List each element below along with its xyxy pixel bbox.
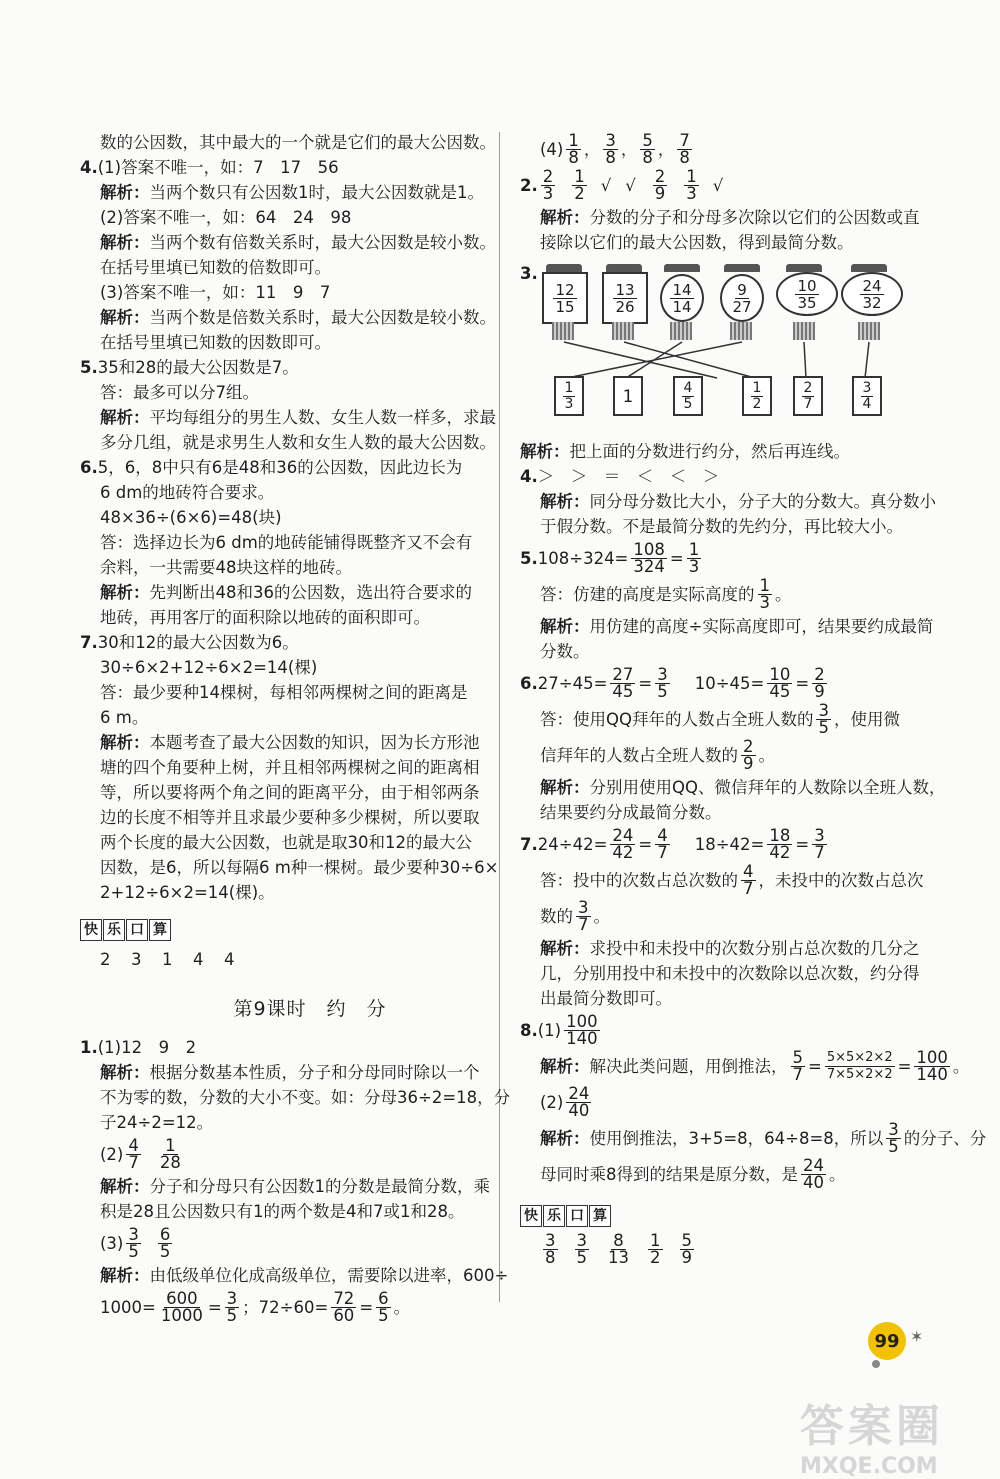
kuaile-char: 口: [566, 1205, 588, 1227]
answer: (3)答案不唯一，如：11 9 7: [100, 283, 331, 302]
fraction: $\frac{5}{7}$: [792, 1048, 803, 1084]
calc-line: 30÷6×2+12÷6×2=14(棵): [100, 658, 318, 677]
fraction: $\frac{3}{7}$: [578, 898, 589, 934]
q7-line: 7.30和12的最大公因数为6。: [80, 633, 299, 652]
fraction: $\frac{2}{3}$: [542, 167, 554, 203]
fraction: $\frac{1}{2}$: [650, 1231, 661, 1267]
r-q7-calc: 7. 24÷42= $\frac{24}{42}$ = $\frac{4}{7}$ 18÷42= $\frac{18}{42}$ = $\frac{3}{7}$: [520, 826, 825, 862]
fraction: $\frac{4}{7}$: [128, 1136, 139, 1172]
analysis-cont: 塘的四个角要种上树，并且相邻两棵树之间的距离相: [100, 758, 480, 777]
r-q8-2-answer: (2) $\frac{24}{40}$: [540, 1084, 590, 1120]
analysis: 解析：分别用使用QQ、微信拜年的人数除以全班人数，: [540, 778, 946, 797]
analysis-cont: 两个长度的最大公因数，也就是取30和12的最大公: [100, 833, 472, 852]
fraction: $\frac{4}{7}$: [657, 826, 668, 862]
analysis-cont: 多分几组，就是求男生人数和女生人数的最大公因数。: [100, 433, 496, 452]
fraction: $\frac{2}{9}$: [743, 737, 754, 773]
calc-line: 48×36÷(6×6)=48(块): [100, 508, 282, 527]
fraction: $\frac{7}{8}$: [679, 131, 690, 167]
fraction: $\frac{6}{5}$: [159, 1225, 171, 1261]
star-icon: ✶: [910, 1327, 924, 1346]
fraction: $\frac{1}{3}$: [686, 167, 697, 203]
analysis-cont: 分数。: [540, 642, 590, 661]
fraction: $\frac{3}{5}$: [818, 701, 829, 737]
fraction: $\frac{5}{9}$: [681, 1231, 692, 1267]
analysis-cont: 子24÷2=12。: [100, 1113, 214, 1132]
watermark: [800, 1390, 944, 1479]
fraction: $\frac{12}{15}$: [555, 280, 575, 316]
analysis-cont: 结果要约分成最简分数。: [540, 803, 722, 822]
answer-cont: 6 m。: [100, 708, 149, 727]
answer-cont: 数的 $\frac{3}{7}$ 。: [540, 898, 610, 934]
analysis-cont: 边的长度不相等并且求最少要种多少棵树，所以要取: [100, 808, 480, 827]
analysis: 解析：分子和分母只有公因数1的分数是最简分数，乘: [100, 1177, 490, 1196]
fraction: $\frac{2}{7}$: [803, 379, 813, 412]
analysis: 解析：先判断出48和36的公因数，选出符合要求的: [100, 583, 472, 602]
analysis: 解析： 使用倒推法，3+5=8，64÷8=8，所以 $\frac{3}{5}$ 的分子、分: [540, 1120, 987, 1156]
fraction: $\frac{4}{5}$: [683, 379, 693, 412]
fraction: $\frac{100}{140}$: [566, 1012, 598, 1048]
analysis-calc: 1000= $\frac{600}{1000}$ = $\frac{3}{5}$ ；72÷60= $\frac{72}{60}$ = $\frac{6}{5}$ 。: [100, 1289, 411, 1325]
r-q3-label: 3.: [520, 264, 538, 283]
left-column: [80, 130, 511, 1327]
answer: 答：选择边长为6 dm的地砖能铺得既整齐又不会有: [100, 533, 473, 552]
text-line: 数的公因数，其中最大的一个就是它们的最大公因数。: [100, 133, 496, 152]
analysis: 解析：当两个数是倍数关系时，最大公因数是较小数。: [100, 308, 496, 327]
s1-2-answer: (2) $\frac{4}{7}$ $\frac{1}{28}$: [100, 1136, 181, 1172]
answer-card: [852, 376, 882, 416]
answer: 答：最多可以分7组。: [100, 383, 259, 402]
analysis: 解析：当两个数只有公因数1时，最大公因数就是1。: [100, 183, 484, 202]
fraction: $\frac{1}{3}$: [688, 540, 700, 576]
analysis: 解析：同分母分数比大小，分子大的分数大。真分数小: [540, 492, 936, 511]
check-mark: √: [625, 175, 636, 195]
r-q4-answer: 4.＞ ＞ ＝ ＜ ＜ ＞: [520, 467, 720, 486]
kuaile-char: 快: [520, 1205, 542, 1227]
fraction: $\frac{10}{35}$: [797, 276, 817, 312]
analysis: 解析：用仿建的高度÷实际高度即可，结果要约成最简: [540, 617, 934, 636]
check-mark: √: [600, 175, 612, 195]
fraction: $\frac{1}{2}$: [574, 167, 585, 203]
analysis-cont: 地砖，再用客厅的面积除以地砖的面积即可。: [100, 608, 430, 627]
fraction: $\frac{72}{60}$: [333, 1289, 355, 1325]
analysis-cont: 在括号里填已知数的倍数即可。: [100, 258, 331, 277]
lantern: [718, 264, 766, 342]
answer: 答：投中的次数占总次数的 $\frac{4}{7}$ ，未投中的次数占总次: [540, 862, 924, 898]
analysis-cont: 于假分数。不是最简分数的先约分，再比较大小。: [540, 517, 903, 536]
analysis-cont: 积是28且公因数只有1的两个数是4和7或1和28。: [100, 1202, 465, 1221]
connector-line: [567, 342, 742, 378]
analysis: 解析：根据分数基本性质，分子和分母同时除以一个: [100, 1063, 480, 1082]
fraction: $\frac{5}{8}$: [642, 131, 653, 167]
fraction: $\frac{9}{27}$: [732, 280, 752, 316]
check-mark: √: [712, 175, 724, 195]
fraction: $\frac{3}{4}$: [862, 379, 872, 412]
analysis: 解析：求投中和未投中的次数分别占总次数的几分之: [540, 939, 920, 958]
answer: (2)答案不唯一，如：64 24 98: [100, 208, 352, 227]
answer-card: [554, 376, 584, 416]
analysis: 解析：由低级单位化成高级单位，需要除以进率，600÷: [100, 1266, 509, 1285]
answer-cont: 信拜年的人数占全班人数的 $\frac{2}{9}$ 。: [540, 737, 775, 773]
fraction: $\frac{24}{40}$: [803, 1156, 824, 1192]
fraction: $\frac{108}{324}$: [633, 540, 665, 576]
fraction: $\frac{1}{2}$: [752, 379, 762, 412]
answer: 答：使用QQ拜年的人数占全班人数的 $\frac{3}{5}$ ，使用微: [540, 701, 900, 737]
r-q5-calc: 5. 108÷324= $\frac{108}{324}$ = $\frac{1}{3}$: [520, 540, 700, 576]
s1-line: 1.(1)12 9 2: [80, 1038, 197, 1057]
analysis: 解析：分数的分子和分母多次除以它们的公因数或直: [540, 208, 920, 227]
dot-decoration: [872, 1360, 880, 1368]
fraction: $\frac{18}{42}$: [769, 826, 791, 862]
q6-line: 6.5，6，8中只有6是48和36的公因数，因此边长为: [80, 458, 463, 477]
right-column: [520, 130, 987, 1269]
fraction: $\frac{24}{42}$: [612, 826, 634, 862]
fraction: $\frac{3}{5}$: [576, 1231, 587, 1267]
kuaile-char: 快: [80, 919, 102, 941]
connector-line: [865, 342, 869, 378]
answer-card: 1: [613, 376, 643, 416]
analysis-cont: 在括号里填已知数的因数即可。: [100, 333, 331, 352]
watermark-logo: 答案圈: [800, 1401, 944, 1452]
answer-card: [673, 376, 703, 416]
fraction: $\frac{4}{7}$: [743, 862, 754, 898]
lantern: [600, 264, 648, 342]
fraction: $\frac{1}{8}$: [568, 131, 579, 167]
fraction: $\frac{600}{1000}$: [160, 1289, 203, 1325]
analysis-cont: 出最简分数即可。: [540, 989, 672, 1008]
fraction: $\frac{3}{5}$: [128, 1225, 139, 1261]
fraction: $\frac{3}{5}$: [888, 1120, 899, 1156]
connector-line: [804, 342, 806, 378]
kuaile-kousuan-label: [520, 1205, 920, 1227]
text-line: 6 dm的地砖符合要求。: [100, 483, 275, 502]
fraction: $\frac{27}{45}$: [612, 665, 634, 701]
fraction: $\frac{3}{5}$: [226, 1289, 238, 1325]
fraction: $\frac{5\times 5\times 2\times 2}{7\times 5\times 2\times 2}$: [826, 1050, 893, 1082]
fraction: $\frac{100}{140}$: [916, 1048, 948, 1084]
analysis-cont: 接除以它们的最大公因数，得到最简分数。: [540, 233, 854, 252]
kuaile-char: 乐: [103, 919, 125, 941]
fraction: $\frac{2}{9}$: [654, 167, 666, 203]
analysis-cont: 不为零的数，分数的大小不变。如：分母36÷2=18，分: [100, 1088, 511, 1107]
analysis-cont: 2+12÷6×2=14(棵)。: [100, 883, 275, 902]
q4-line: 4.(1)答案不唯一，如：7 17 56: [80, 158, 339, 177]
fraction: $\frac{3}{8}$: [545, 1231, 556, 1267]
fraction: $\frac{8}{13}$: [608, 1231, 629, 1267]
fraction: $\frac{1}{3}$: [564, 379, 574, 412]
page-number: 99: [868, 1322, 906, 1360]
fraction: $\frac{14}{14}$: [672, 280, 692, 316]
fraction: $\frac{24}{32}$: [862, 276, 882, 312]
answer-cont: 余料，一共需要48块这样的地砖。: [100, 558, 352, 577]
answer: 答：仿建的高度是实际高度的 $\frac{1}{3}$ 。: [540, 576, 792, 612]
analysis-cont: 等，所以要将两个角之间的距离平分，由于相邻两条: [100, 783, 480, 802]
fraction: $\frac{3}{5}$: [657, 665, 668, 701]
fraction: $\frac{2}{9}$: [814, 665, 825, 701]
fraction: $\frac{1}{3}$: [759, 576, 770, 612]
analysis: 解析： 解决此类问题，用倒推法， $\frac{5}{7}$ = $\frac{5\times 5\times 2\times 2}{7\times 5\times 2\times 2}$ = $\frac{100}{140}$ 。: [540, 1048, 970, 1084]
section-title: 第9课时 约 分: [233, 998, 387, 1020]
watermark-url: MXQE.COM: [800, 1454, 938, 1479]
r-q8-1-answer: 8. (1) $\frac{100}{140}$: [520, 1012, 598, 1048]
fraction: $\frac{3}{8}$: [605, 131, 616, 167]
analysis: 解析：当两个数有倍数关系时，最大公因数是较小数。: [100, 233, 496, 252]
fraction: $\frac{6}{5}$: [378, 1289, 389, 1325]
analysis: 解析：把上面的分数进行约分，然后再连线。: [520, 442, 850, 461]
lantern-matching-diagram: [540, 264, 920, 439]
answer: 答：最少要种14棵树，每相邻两棵树之间的距离是: [100, 683, 468, 702]
column-divider: [499, 132, 500, 1302]
r-q1-4-answer: (4) $\frac{1}{8}$ ， $\frac{3}{8}$ ， $\frac{5}{8}$ ， $\frac{7}{8}$: [540, 131, 690, 167]
analysis-cont: 因数，是6，所以每隔6 m种一棵树。最少要种30÷6×: [100, 858, 499, 877]
lantern: [658, 264, 706, 342]
lantern: [540, 264, 588, 342]
s1-3-answer: (3) $\frac{3}{5}$ $\frac{6}{5}$: [100, 1225, 171, 1261]
analysis: 解析：平均每组分的男生人数、女生人数一样多，求最: [100, 408, 496, 427]
fraction: $\frac{13}{26}$: [615, 280, 635, 316]
analysis-cont: 母同时乘8得到的结果是原分数，是 $\frac{24}{40}$ 。: [540, 1156, 846, 1192]
answer-card: [742, 376, 772, 416]
analysis: 解析：本题考查了最大公因数的知识，因为长方形池: [100, 733, 480, 752]
lantern: [839, 264, 899, 342]
kuaile-kousuan-label: [80, 919, 480, 941]
answer-card: [793, 376, 823, 416]
kuaile-char: 口: [126, 919, 148, 941]
kuaile-answers: [520, 1233, 920, 1266]
analysis-cont: 几，分别用投中和未投中的次数除以总次数，约分得: [540, 964, 920, 983]
kuaile-answers: 2 3 1 4 4: [100, 950, 237, 969]
r-q2-answer: 2. $\frac{2}{3}$ $\frac{1}{2}$ √ √ $\frac{2}{9}$ $\frac{1}{3}$ √: [520, 167, 724, 203]
connector-line: [564, 342, 717, 378]
q5-line: 5.35和28的最大公因数是7。: [80, 358, 299, 377]
fraction: $\frac{10}{45}$: [769, 665, 791, 701]
lantern: [774, 264, 834, 342]
r-q6-calc: 6. 27÷45= $\frac{27}{45}$ = $\frac{3}{5}$ 10÷45= $\frac{10}{45}$ = $\frac{2}{9}$: [520, 665, 825, 701]
fraction: $\frac{3}{7}$: [814, 826, 825, 862]
kuaile-char: 算: [589, 1205, 611, 1227]
kuaile-char: 算: [149, 919, 171, 941]
fraction: $\frac{24}{40}$: [568, 1084, 590, 1120]
kuaile-char: 乐: [543, 1205, 565, 1227]
fraction: $\frac{1}{28}$: [159, 1136, 181, 1172]
